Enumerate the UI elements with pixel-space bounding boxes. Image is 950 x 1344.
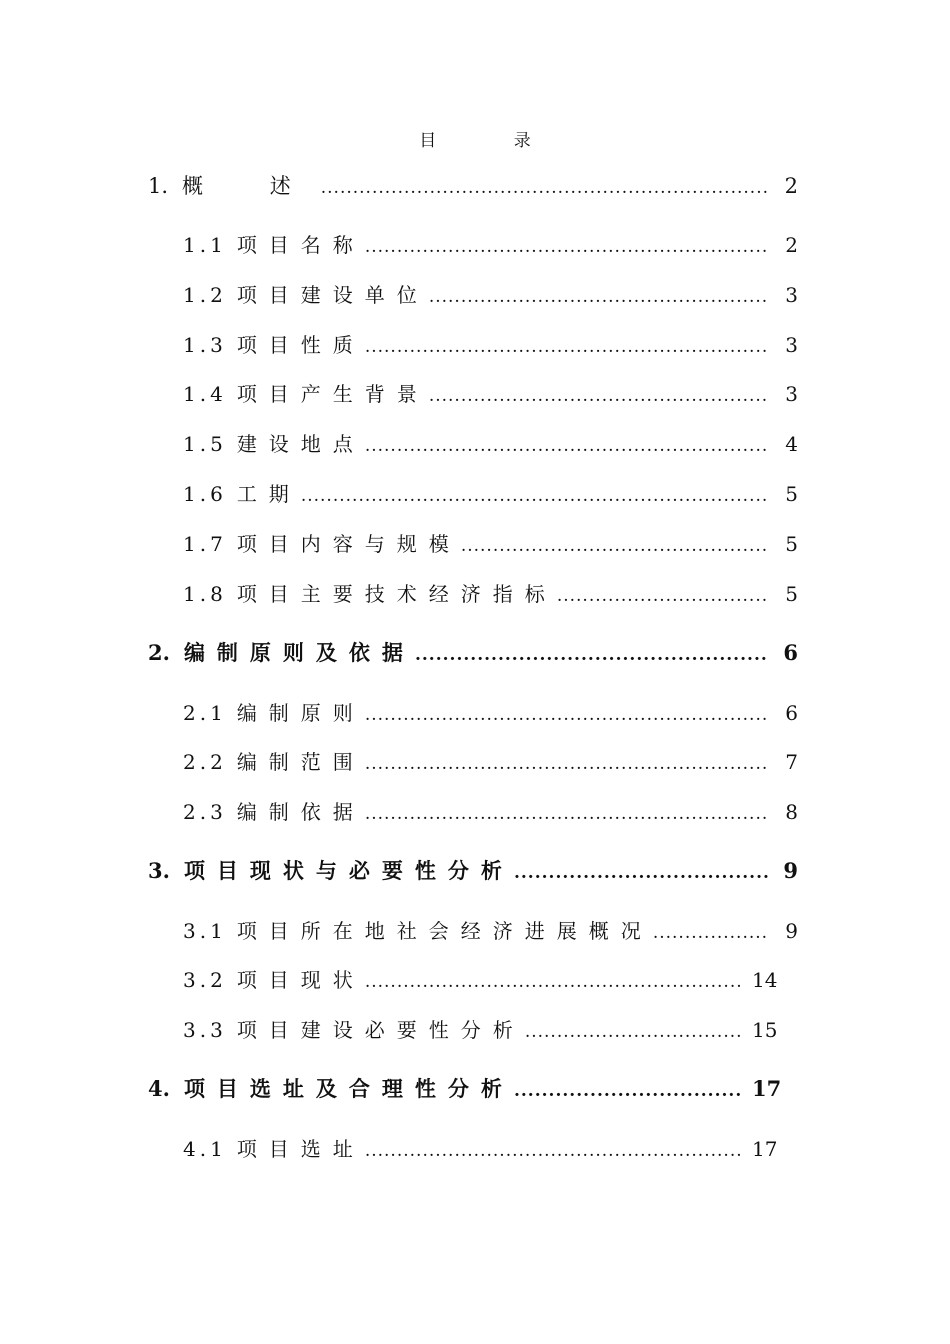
toc-entry-number: 2.2 — [183, 750, 227, 774]
toc-entry-number: 1.4 — [183, 382, 227, 406]
toc-page-number: 9 — [783, 858, 798, 883]
toc-leader-dots — [653, 923, 768, 943]
toc-entry-label: 编制原则 — [236, 701, 365, 725]
toc-entry-label: 编制范围 — [236, 750, 365, 774]
toc-entry-label: 建设地点 — [236, 432, 365, 456]
toc-entry-label: 项目所在地社会经济进展概况 — [236, 919, 653, 943]
toc-leader-dots — [461, 536, 768, 556]
toc-page-number: 17 — [752, 1137, 778, 1161]
toc-leader-dots — [429, 287, 768, 307]
toc-entry-label: 编制原则及依据 — [183, 640, 415, 665]
toc-entry-4[interactable] — [148, 1073, 798, 1103]
toc-page-number: 5 — [785, 582, 798, 606]
toc-entry-label: 项目名称 — [236, 233, 365, 257]
toc-entry-label: 项目性质 — [236, 333, 365, 357]
toc-entry-number: 2. — [148, 640, 170, 665]
toc-entry-1-2[interactable] — [183, 279, 798, 309]
toc-entry-3-1[interactable] — [183, 915, 798, 945]
toc-leader-dots — [429, 386, 768, 406]
toc-leader-dots — [365, 1141, 742, 1161]
toc-entry-number: 1.5 — [183, 432, 227, 456]
toc-title: 目 录 — [419, 131, 567, 151]
toc-page-number: 6 — [783, 640, 798, 665]
toc-leader-dots — [321, 178, 768, 198]
toc-leader-dots — [365, 705, 768, 725]
toc-entry-label: 概 述 — [182, 174, 321, 198]
toc-page-number: 6 — [785, 701, 798, 725]
toc-entry-number: 2.3 — [183, 800, 227, 824]
toc-entry-number: 1.1 — [183, 233, 227, 257]
toc-entry-3-2[interactable] — [183, 964, 798, 994]
toc-entry-label: 编制依据 — [236, 800, 365, 824]
toc-leader-dots — [365, 337, 768, 357]
toc-entry-number: 1.2 — [183, 283, 227, 307]
toc-entry-label: 项目建设单位 — [236, 283, 429, 307]
toc-page-number: 15 — [752, 1018, 778, 1042]
toc-entry-2-3[interactable] — [183, 796, 798, 826]
toc-entry-1-3[interactable] — [183, 329, 798, 359]
toc-entry-2-2[interactable] — [183, 746, 798, 776]
toc-page-number: 3 — [785, 382, 798, 406]
toc-entry-number: 2.1 — [183, 701, 227, 725]
toc-entry-1-6[interactable] — [183, 478, 798, 508]
toc-entry-label: 项目产生背景 — [236, 382, 429, 406]
toc-entry-number: 4. — [148, 1076, 170, 1101]
toc-leader-dots — [365, 972, 742, 992]
toc-entry-number: 1. — [148, 174, 169, 198]
toc-entry-1-7[interactable] — [183, 528, 798, 558]
toc-entry-4-1[interactable] — [183, 1133, 798, 1163]
toc-entry-label: 项目现状 — [236, 968, 365, 992]
toc-page-number: 9 — [785, 919, 798, 943]
toc-entry-number: 3. — [148, 858, 170, 883]
toc-page-number: 4 — [785, 432, 798, 456]
toc-entry-label: 项目选址 — [236, 1137, 365, 1161]
toc-leader-dots — [365, 436, 768, 456]
toc-leader-dots — [514, 863, 768, 883]
toc-entry-2[interactable] — [148, 637, 798, 667]
toc-entry-label: 项目建设必要性分析 — [236, 1018, 525, 1042]
toc-leader-dots — [365, 754, 768, 774]
toc-entry-3[interactable] — [148, 855, 798, 885]
toc-entry-label: 工期 — [236, 482, 301, 506]
toc-entry-number: 1.8 — [183, 582, 227, 606]
toc-leader-dots — [365, 804, 768, 824]
toc-entry-number: 1.7 — [183, 532, 227, 556]
toc-entry-1-8[interactable] — [183, 578, 798, 608]
toc-leader-dots — [514, 1081, 742, 1101]
toc-page-number: 3 — [785, 333, 798, 357]
toc-leader-dots — [365, 237, 768, 257]
toc-entry-number: 4.1 — [183, 1137, 227, 1161]
toc-entry-label: 项目选址及合理性分析 — [183, 1076, 514, 1101]
toc-leader-dots — [301, 486, 768, 506]
toc-page-number: 7 — [785, 750, 798, 774]
toc-entry-label: 项目主要技术经济指标 — [236, 582, 557, 606]
toc-page-number: 5 — [785, 482, 798, 506]
toc-page-number: 17 — [752, 1076, 782, 1101]
toc-leader-dots — [557, 586, 768, 606]
toc-entry-number: 3.1 — [183, 919, 227, 943]
toc-page-number: 3 — [785, 283, 798, 307]
toc-page-number: 14 — [752, 968, 778, 992]
toc-entry-3-3[interactable] — [183, 1014, 798, 1044]
toc-entry-number: 1.6 — [183, 482, 227, 506]
toc-page-number: 2 — [784, 174, 798, 198]
toc-entry-1[interactable] — [148, 170, 798, 200]
toc-entry-number: 3.2 — [183, 968, 227, 992]
toc-page-number: 5 — [785, 532, 798, 556]
toc-entry-number: 1.3 — [183, 333, 227, 357]
toc-page-number: 2 — [785, 233, 798, 257]
toc-entry-label: 项目内容与规模 — [236, 532, 461, 556]
toc-page-number: 8 — [785, 800, 798, 824]
toc-leader-dots — [525, 1022, 742, 1042]
toc-entry-number: 3.3 — [183, 1018, 227, 1042]
toc-entry-2-1[interactable] — [183, 697, 798, 727]
toc-entry-1-1[interactable] — [183, 229, 798, 259]
toc-entry-1-4[interactable] — [183, 378, 798, 408]
toc-entry-label: 项目现状与必要性分析 — [183, 858, 514, 883]
toc-entry-1-5[interactable] — [183, 428, 798, 458]
toc-leader-dots — [415, 645, 768, 665]
